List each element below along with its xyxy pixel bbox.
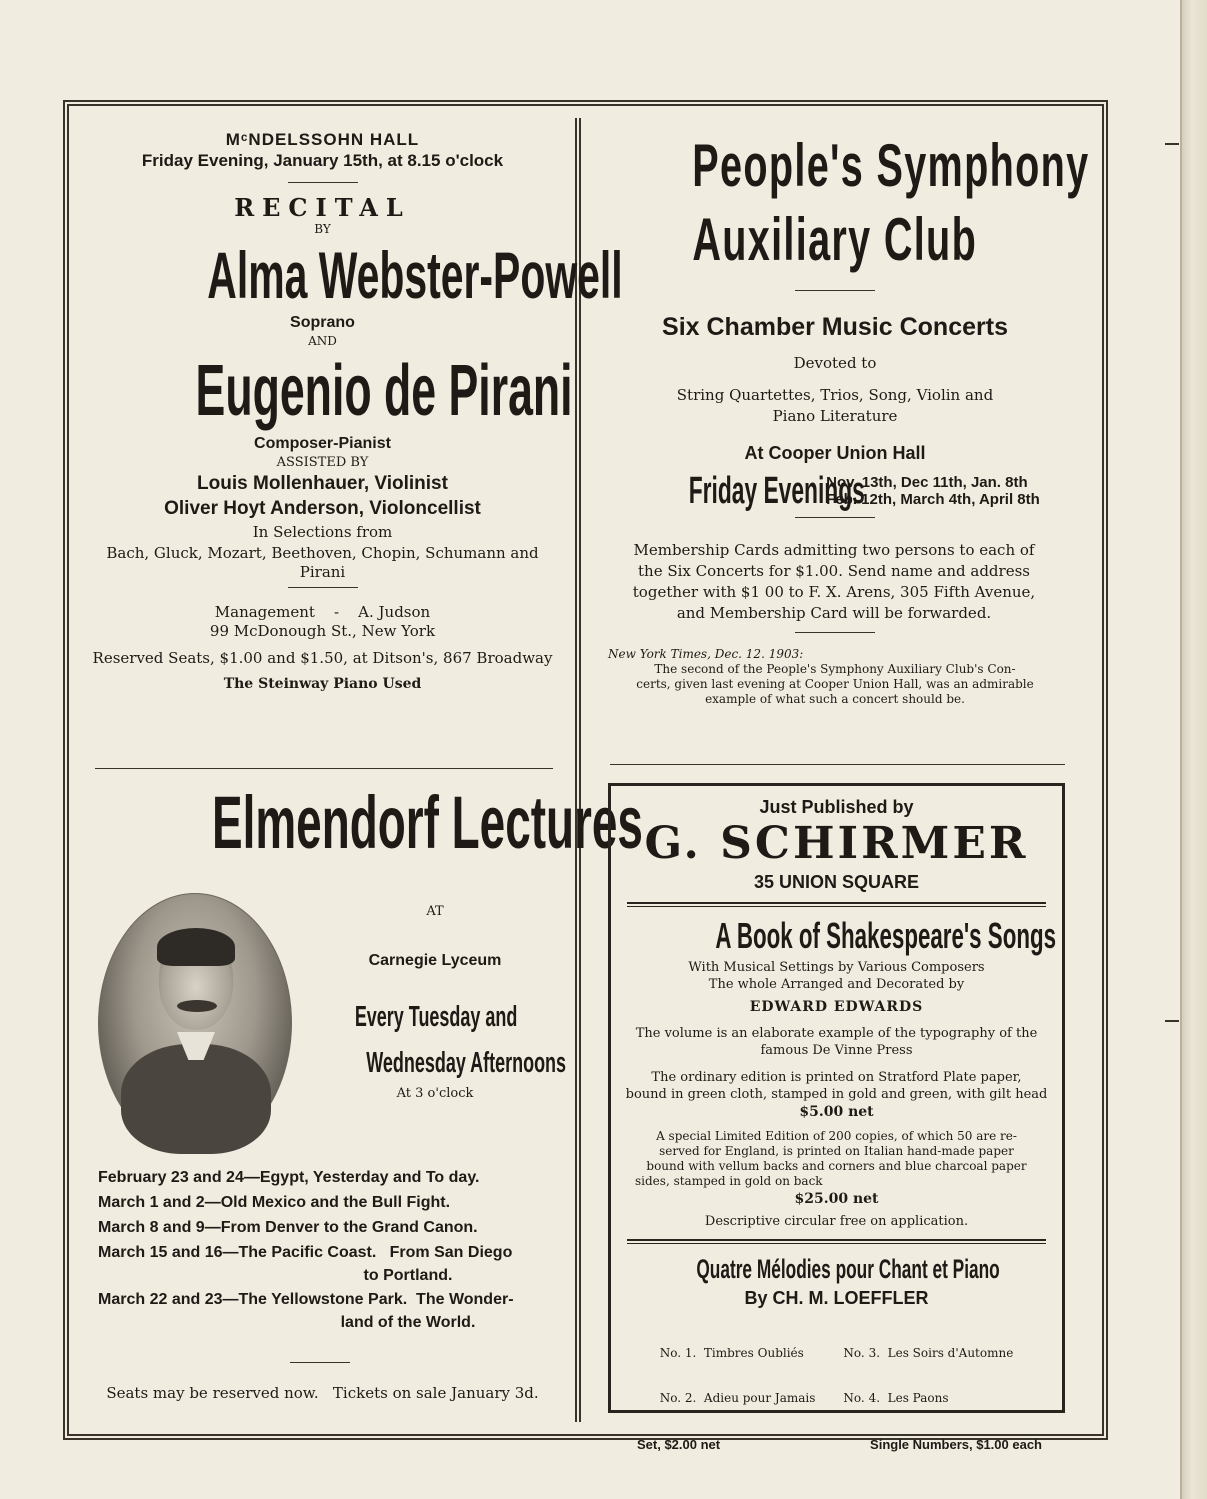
selections-intro: In Selections from bbox=[252, 523, 393, 541]
performer1-role: Soprano bbox=[290, 314, 355, 331]
membership-line: the Six Concerts for $1.00. Send name and address bbox=[638, 562, 1030, 580]
schirmer-publisher: G. SCHIRMER bbox=[644, 818, 1029, 869]
circular-note: Descriptive circular free on application. bbox=[704, 1214, 969, 1229]
symphony-dates-line2: Feb. 12th, March 4th, April 8th bbox=[826, 491, 1040, 508]
ordinary-line: bound in green cloth, stamped in gold and green, with gilt head bbox=[625, 1087, 1048, 1102]
page-spine bbox=[1180, 0, 1207, 1499]
section-divider bbox=[610, 764, 1065, 765]
lectures-days-line2: Wednesday Afternoons bbox=[366, 1047, 567, 1079]
symphony-genres-line1: String Quartettes, Trios, Song, Violin and bbox=[676, 386, 994, 404]
divider bbox=[290, 1362, 350, 1363]
schedule-item: March 22 and 23—The Yellowstone Park. The Wonder- bbox=[98, 1291, 514, 1308]
composers-line2: Pirani bbox=[299, 563, 346, 581]
symphony-title-line1: People's Symphony bbox=[692, 132, 1090, 199]
column-divider bbox=[575, 118, 581, 1422]
divider bbox=[288, 182, 358, 183]
double-rule bbox=[627, 1239, 1046, 1244]
divider bbox=[795, 290, 875, 291]
volume-line: The volume is an elaborate example of the typography of the bbox=[635, 1026, 1038, 1041]
membership-line: together with $1 00 to F. X. Arens, 305 Fifth Avenue, bbox=[632, 583, 1036, 601]
management: Management - A. Judson bbox=[214, 603, 431, 621]
book-arranged: The whole Arranged and Decorated by bbox=[708, 977, 965, 992]
performer1-name: Alma Webster-Powell bbox=[207, 238, 623, 312]
assisted-by: ASSISTED BY bbox=[276, 455, 369, 470]
recital-venue: MᶜNDELSSOHN HALL bbox=[225, 130, 420, 149]
schedule-item: to Portland. bbox=[363, 1267, 453, 1284]
lectures-schedule bbox=[98, 1165, 558, 1334]
recital-ad bbox=[80, 130, 623, 694]
symphony-evenings: Friday Evenings bbox=[688, 470, 866, 512]
lectures-at: AT bbox=[426, 904, 444, 919]
schirmer-just: Just Published by bbox=[759, 797, 914, 817]
lectures-time: At 3 o'clock bbox=[396, 1086, 474, 1101]
symphony-ad bbox=[590, 128, 1090, 707]
lectures-venue: Carnegie Lyceum bbox=[368, 952, 502, 969]
assist1: Louis Mollenhauer, Violinist bbox=[197, 473, 448, 494]
schedule-item: March 8 and 9—From Denver to the Grand Canon. bbox=[98, 1219, 478, 1236]
membership-line: and Membership Card will be forwarded. bbox=[676, 604, 992, 622]
symphony-dates-line1: Nov. 13th, Dec 11th, Jan. 8th bbox=[826, 474, 1028, 491]
lectures-title: Elmendorf Lectures bbox=[212, 781, 643, 864]
set-price: Set, $2.00 net bbox=[637, 1437, 721, 1452]
symphony-subtitle: Six Chamber Music Concerts bbox=[662, 313, 1008, 341]
lectures-ad bbox=[80, 780, 643, 866]
recital-date: Friday Evening, January 15th, at 8.15 o'clock bbox=[141, 151, 504, 170]
single-price: Single Numbers, $1.00 each bbox=[870, 1437, 1042, 1452]
double-rule bbox=[627, 902, 1046, 907]
management-address: 99 McDonough St., New York bbox=[209, 622, 436, 640]
melody-no3: No. 3. Les Soirs d'Automne bbox=[843, 1346, 1014, 1360]
limited-line: sides, stamped in gold on back bbox=[635, 1174, 823, 1188]
melodies-title: Quatre Mélodies pour Chant et Piano bbox=[696, 1254, 1000, 1284]
membership-text bbox=[606, 540, 1062, 624]
limited-line: bound with vellum backs and corners and blue charcoal paper bbox=[646, 1159, 1027, 1173]
recital-heading: RECITAL bbox=[234, 193, 411, 222]
book-settings: With Musical Settings by Various Composers bbox=[688, 960, 985, 975]
performer2-role: Composer-Pianist bbox=[254, 435, 391, 452]
binding-mark bbox=[1165, 143, 1179, 145]
ordinary-line: The ordinary edition is printed on Stratford Plate paper, bbox=[651, 1070, 1022, 1085]
recital-and: AND bbox=[308, 334, 337, 348]
schedule-item: March 15 and 16—The Pacific Coast. From San Diego bbox=[98, 1244, 513, 1261]
reserved-seats: Reserved Seats, $1.00 and $1.50, at Ditson's, 867 Broadway bbox=[92, 649, 553, 667]
melody-no4: No. 4. Les Paons bbox=[843, 1391, 949, 1405]
symphony-genres-line2: Piano Literature bbox=[772, 407, 898, 425]
book-title: A Book of Shakespeare's Songs bbox=[715, 915, 1057, 956]
review-line: The second of the People's Symphony Auxiliary Club's Con- bbox=[654, 662, 1016, 676]
performer2-name: Eugenio de Pirani bbox=[195, 351, 573, 431]
schedule-item: February 23 and 24—Egypt, Yesterday and To day. bbox=[98, 1169, 480, 1186]
schirmer-address: 35 UNION SQUARE bbox=[753, 872, 920, 892]
steinway-note: The Steinway Piano Used bbox=[223, 676, 422, 692]
composers-line1: Bach, Gluck, Mozart, Beethoven, Chopin, Schumann and bbox=[106, 544, 539, 562]
recital-by: BY bbox=[314, 222, 331, 236]
melody-no1: No. 1. Timbres Oubliés bbox=[659, 1346, 804, 1360]
divider bbox=[795, 517, 875, 518]
binding-mark bbox=[1165, 1020, 1179, 1022]
lectures-footer: Seats may be reserved now. Tickets on sale January 3d. bbox=[106, 1384, 539, 1402]
limited-line: A special Limited Edition of 200 copies, of which 50 are re- bbox=[656, 1129, 1017, 1143]
review-line: example of what such a concert should be. bbox=[705, 692, 965, 706]
symphony-venue: At Cooper Union Hall bbox=[744, 443, 926, 463]
book-editor: EDWARD EDWARDS bbox=[749, 999, 924, 1015]
limited-price: $25.00 net bbox=[794, 1191, 879, 1207]
review-source: New York Times, Dec. 12. 1903: bbox=[608, 647, 804, 661]
melody-no2: No. 2. Adieu pour Jamais bbox=[659, 1391, 816, 1405]
lecturer-portrait bbox=[98, 893, 292, 1153]
review-line: certs, given last evening at Cooper Union Hall, was an admirable bbox=[636, 677, 1034, 691]
divider bbox=[288, 587, 358, 588]
melodies-by: By CH. M. LOEFFLER bbox=[744, 1288, 929, 1308]
schedule-item: March 1 and 2—Old Mexico and the Bull Fight. bbox=[98, 1194, 451, 1211]
schirmer-ad bbox=[608, 783, 1065, 1452]
membership-line: Membership Cards admitting two persons to each of bbox=[633, 541, 1035, 559]
limited-line: served for England, is printed on Italian hand-made paper bbox=[659, 1144, 1014, 1158]
divider bbox=[795, 632, 875, 633]
section-divider bbox=[95, 768, 553, 769]
schedule-item: land of the World. bbox=[340, 1314, 476, 1331]
symphony-title-line2: Auxiliary Club bbox=[692, 206, 978, 273]
assist2: Oliver Hoyt Anderson, Violoncellist bbox=[164, 498, 481, 519]
lectures-days-line1: Every Tuesday and bbox=[354, 1001, 518, 1033]
symphony-devoted: Devoted to bbox=[793, 354, 877, 372]
ordinary-price: $5.00 net bbox=[799, 1104, 874, 1120]
lectures-details bbox=[305, 903, 565, 1103]
volume-line: famous De Vinne Press bbox=[760, 1043, 913, 1058]
